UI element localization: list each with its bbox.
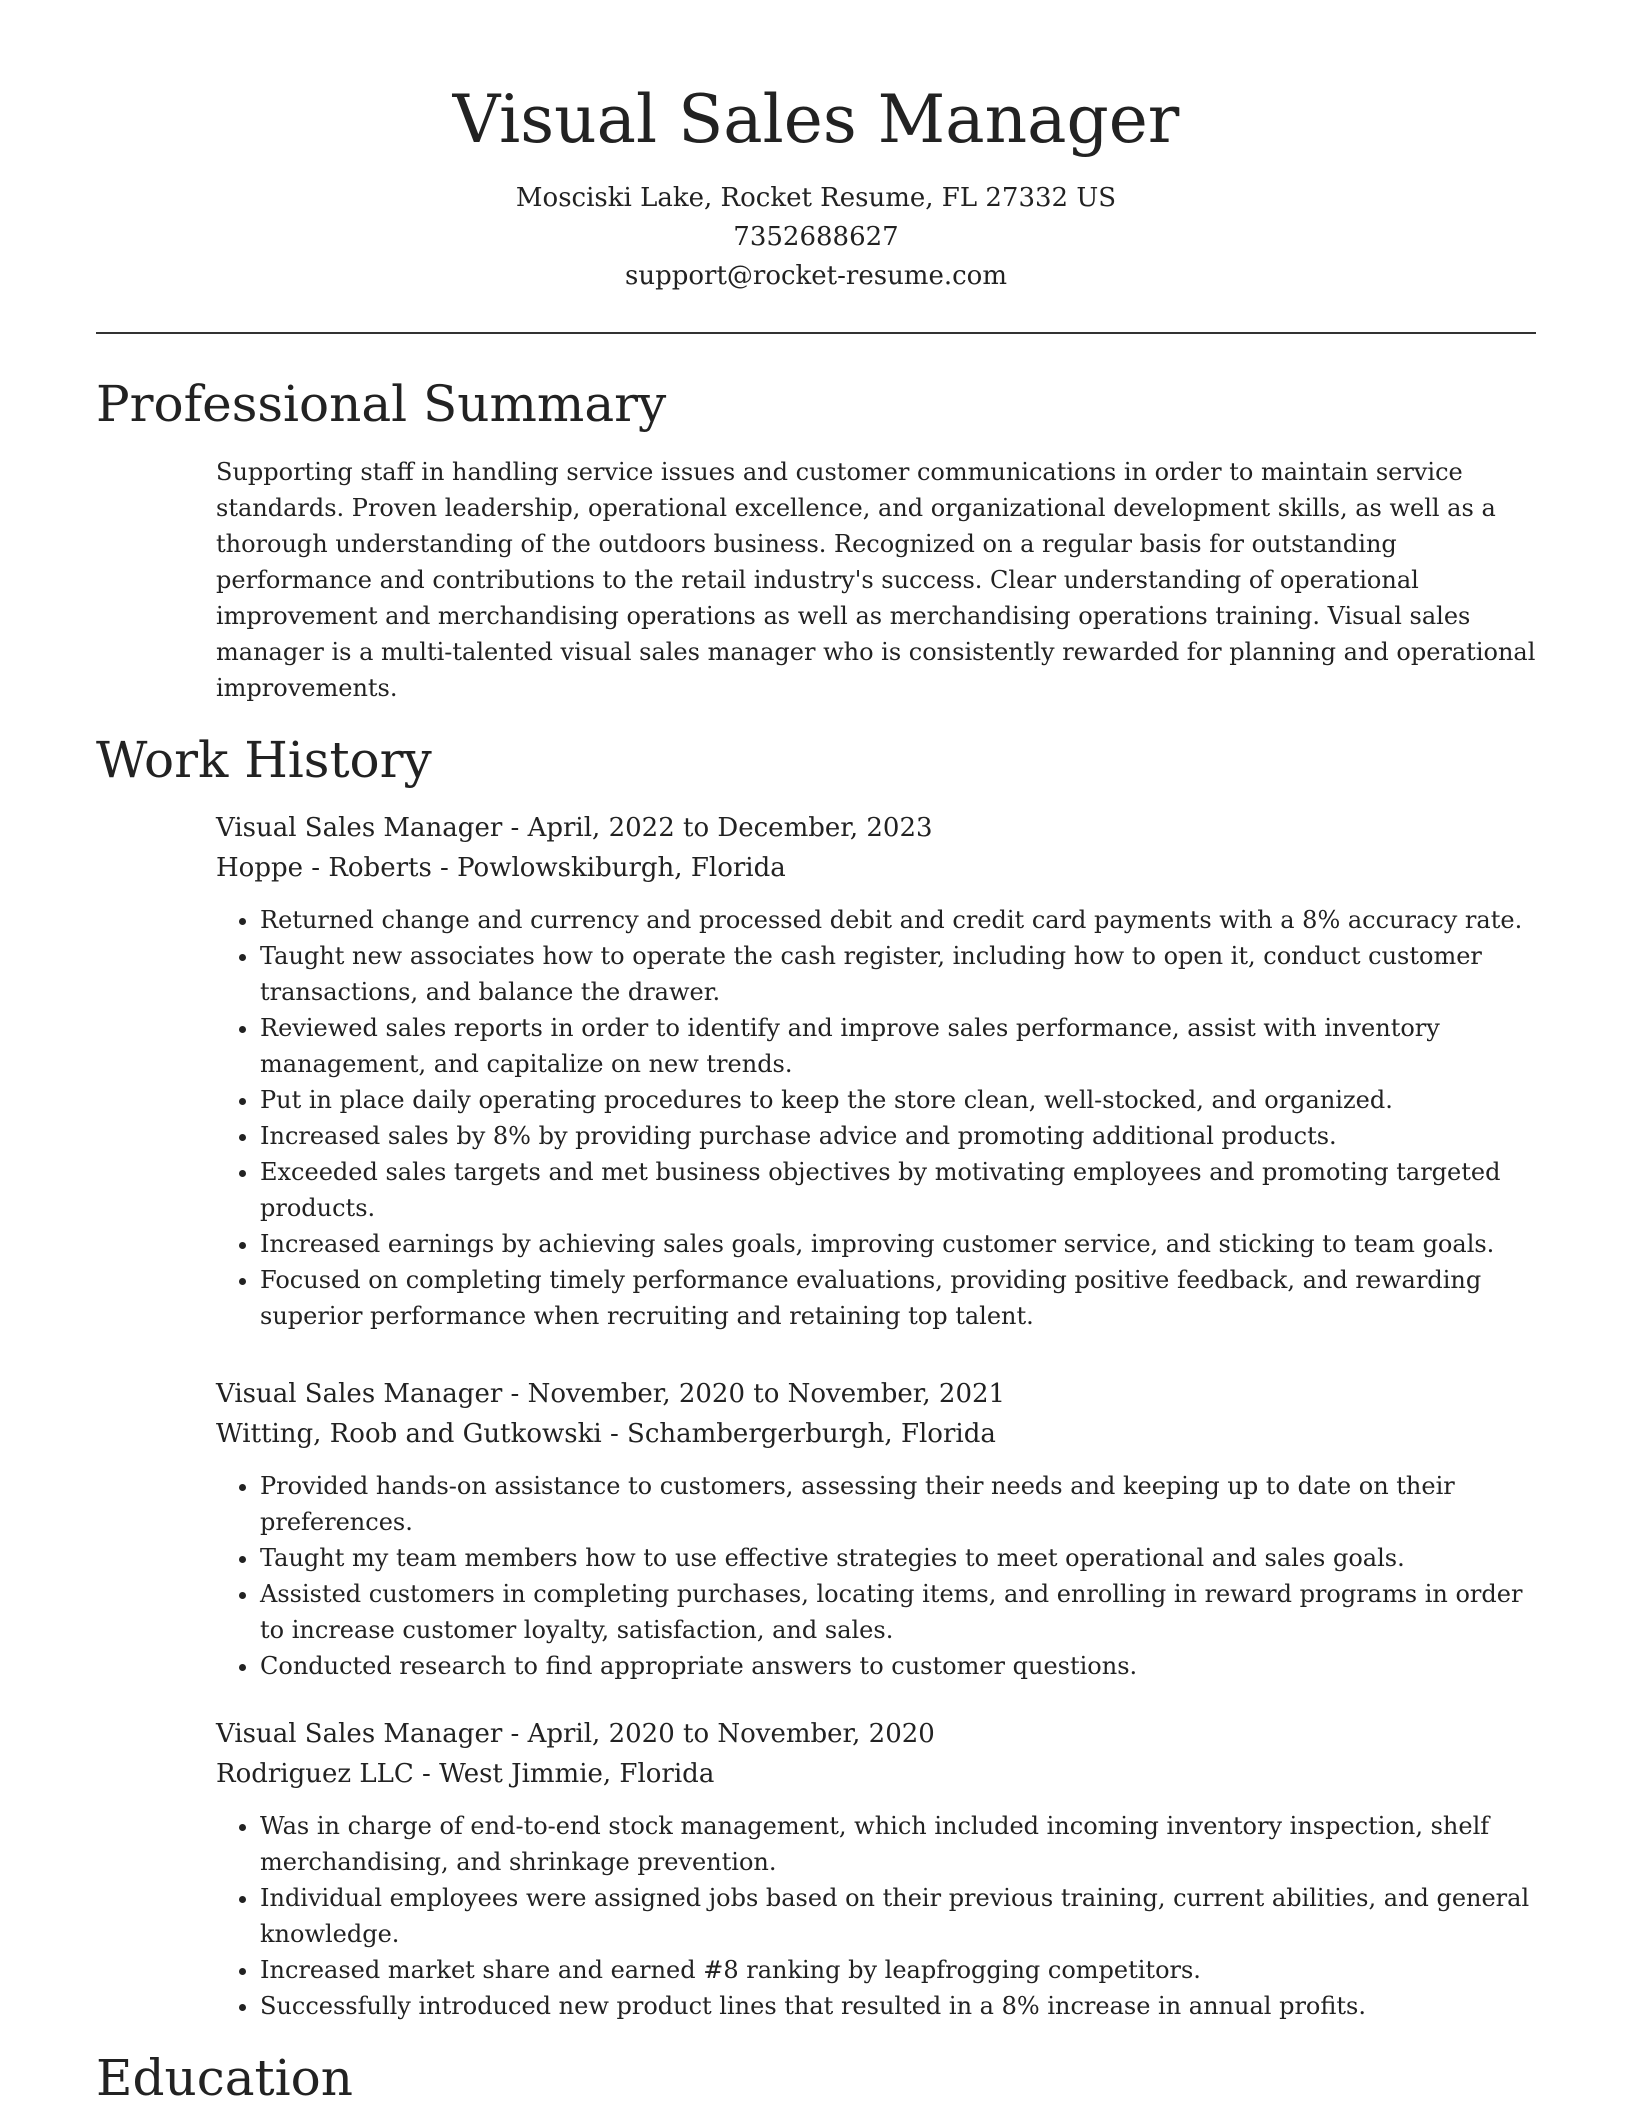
job-bullet: • Provided hands-on assistance to customers, assessing their needs and keeping up to date on their preferences. — [260, 1468, 1536, 1540]
job-bullet: • Assisted customers in completing purchases, locating items, and enrolling in reward programs in order to increase customer loyalty, satisfaction, and sales. — [260, 1576, 1536, 1648]
job-dates: - April, 2022 to December, 2023 — [502, 812, 933, 843]
job-dates: - April, 2020 to November, 2020 — [502, 1718, 935, 1749]
summary-text: Supporting staff in handling service issues and customer communications in order to maintain service standards. Proven leadership, operational excellence, and organizational development skills, as well as a thorough understanding of the outdoors business. Recognized on a regular basis for outstanding performance and contributions to the retail industry's success. Clear understanding of operational improvement and merchandising operations as well as merchandising operations training. Visual sales manager is a multi-talented visual sales manager who is consistently rewarded for planning and operational improvements. — [216, 457, 1536, 702]
job-title-line — [216, 808, 1536, 848]
job-bullet: • Was in charge of end-to-end stock management, which included incoming inventory inspection, shelf merchandising, and shrinkage prevention. — [260, 1808, 1536, 1880]
job-location: - Schambergerburgh, Florida — [601, 1418, 996, 1449]
job-bullet: • Increased market share and earned #8 ranking by leapfrogging competitors. — [260, 1952, 1536, 1988]
professional-summary-section — [96, 374, 1536, 706]
contact-email: support@rocket-resume.com — [624, 260, 1007, 291]
job-bullet: • Conducted research to find appropriate answers to customer questions. — [260, 1648, 1536, 1684]
job-bullet-list — [216, 902, 1536, 1334]
job-company: Hoppe - Roberts — [216, 852, 432, 883]
job-company-line — [216, 1414, 1536, 1454]
job-company-line — [216, 1754, 1536, 1794]
education-section — [96, 2048, 1536, 2108]
job-bullet: • Successfully introduced new product lines that resulted in a 8% increase in annual profits. — [260, 1988, 1536, 2024]
job-bullet: • Taught new associates how to operate the cash register, including how to open it, conduct customer transactions, and balance the drawer. — [260, 938, 1536, 1010]
job-title: Visual Sales Manager — [216, 1718, 503, 1749]
job-bullet: • Increased earnings by achieving sales goals, improving customer service, and sticking to team goals. — [260, 1226, 1536, 1262]
job-bullet-list — [216, 1468, 1536, 1684]
header-divider — [96, 332, 1536, 334]
job-company: Witting, Roob and Gutkowski — [216, 1418, 602, 1449]
job-dates: - November, 2020 to November, 2021 — [502, 1378, 1006, 1409]
job-bullet-list — [216, 1808, 1536, 2024]
job-bullet: • Increased sales by 8% by providing purchase advice and promoting additional products. — [260, 1118, 1536, 1154]
job-title: Visual Sales Manager — [216, 812, 503, 843]
job-company: Rodriguez LLC — [216, 1758, 414, 1789]
resume-header — [96, 0, 1536, 296]
job-bullet: • Individual employees were assigned jobs based on their previous training, current abilities, and general knowledge. — [260, 1880, 1536, 1952]
job-title: Visual Sales Manager — [216, 1378, 503, 1409]
job-bullet: • Exceeded sales targets and met business objectives by motivating employees and promoting targeted products. — [260, 1154, 1536, 1226]
job-bullet: • Returned change and currency and processed debit and credit card payments with a 8% accuracy rate. — [260, 902, 1536, 938]
job-bullet: • Focused on completing timely performance evaluations, providing positive feedback, and rewarding superior performance when recruiting and retaining top talent. — [260, 1262, 1536, 1334]
job-entry — [216, 1374, 1536, 1684]
contact-phone: 7352688627 — [733, 221, 899, 252]
work-history-section — [96, 730, 1536, 2024]
job-bullet: • Reviewed sales reports in order to identify and improve sales performance, assist with inventory management, and capitalize on new trends. — [260, 1010, 1536, 1082]
job-location: - West Jimmie, Florida — [413, 1758, 715, 1789]
job-title-line — [216, 1374, 1536, 1414]
job-title-line — [216, 1714, 1536, 1754]
job-entry — [216, 808, 1536, 1334]
job-entry — [216, 1714, 1536, 2024]
summary-heading: Professional Summary — [96, 374, 667, 433]
job-company-line — [216, 848, 1536, 888]
work-history-heading: Work History — [96, 730, 432, 789]
education-heading: Education — [96, 2048, 353, 2107]
job-bullet: • Taught my team members how to use effective strategies to meet operational and sales goals. — [260, 1540, 1536, 1576]
job-bullet: • Put in place daily operating procedures to keep the store clean, well-stocked, and organized. — [260, 1082, 1536, 1118]
contact-address: Mosciski Lake, Rocket Resume, FL 27332 US — [515, 182, 1117, 213]
job-location: - Powlowskiburgh, Florida — [431, 852, 786, 883]
candidate-name: Visual Sales Manager — [452, 81, 1180, 158]
